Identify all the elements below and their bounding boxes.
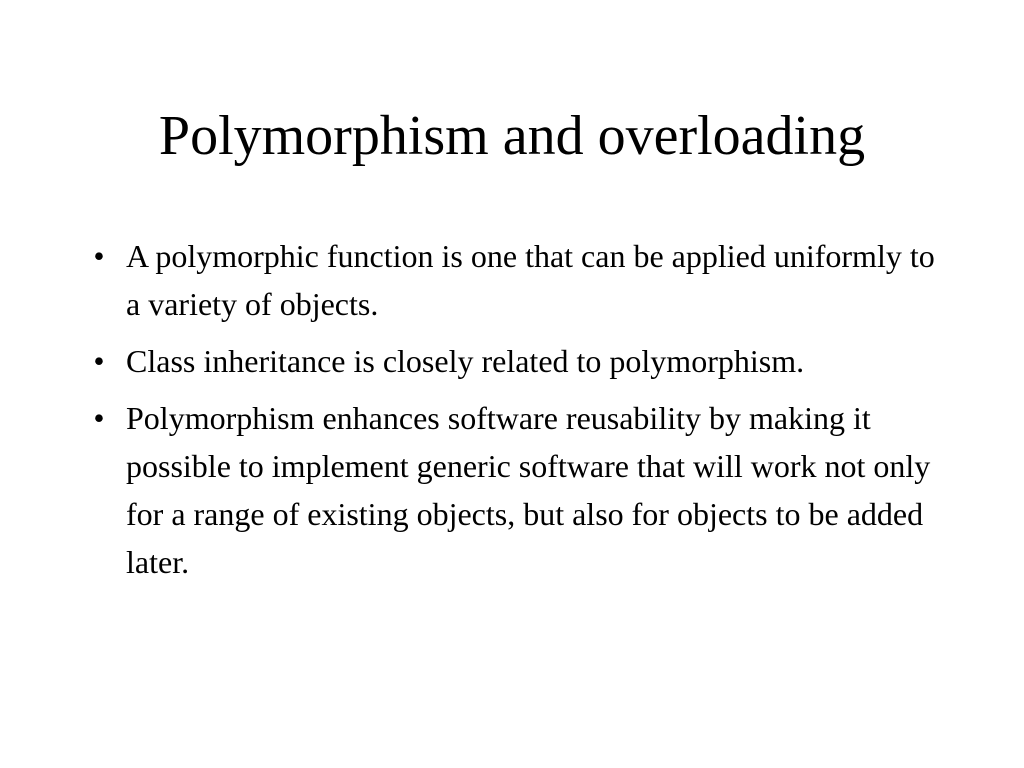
bullet-item (84, 337, 944, 385)
bullet-icon: • (93, 400, 105, 436)
slide-title: Polymorphism and overloading (158, 105, 866, 167)
bullet-text: Polymorphism enhances software reusability by making it possible to implement generic software that will work not only for a range of existing objects, but also for objects to be added later. (126, 400, 931, 580)
bullet-list (84, 232, 944, 595)
bullet-icon: • (93, 343, 105, 379)
bullet-item (84, 232, 944, 328)
bullet-icon: • (93, 238, 105, 274)
bullet-text: A polymorphic function is one that can be applied uniformly to a variety of objects. (126, 238, 935, 322)
bullet-item (84, 394, 944, 586)
bullet-text: Class inheritance is closely related to polymorphism. (126, 343, 805, 379)
